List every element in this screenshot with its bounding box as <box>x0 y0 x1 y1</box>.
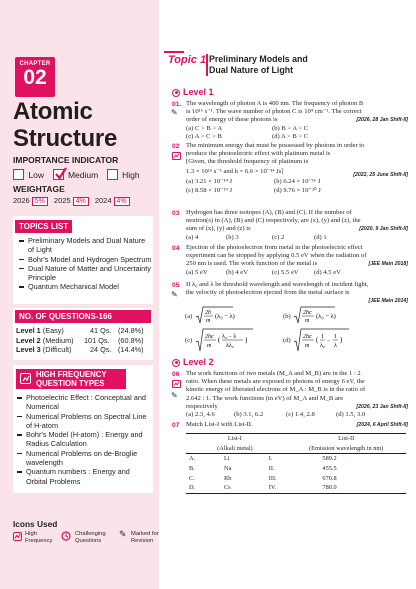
q-line: is 10¹⁶ s⁻¹. The wave number of photon C is 10⁴ cm⁻¹. The correct <box>186 108 362 116</box>
q-line: sum of (x), (y) and (z) is <box>186 225 251 233</box>
table-header-row <box>186 434 406 444</box>
cell: 455.5 <box>322 465 337 473</box>
formula-b <box>293 306 363 326</box>
table-header-row <box>186 444 406 454</box>
q-option: (b) 6.24 × 10⁻¹⁶ J <box>274 177 321 185</box>
svg-text:1: 1 <box>334 334 337 340</box>
svg-text:λλ₀: λλ₀ <box>226 343 234 349</box>
importance-low: Low <box>28 169 45 180</box>
question-05 <box>186 281 408 305</box>
hf-types-list <box>17 393 151 486</box>
formula-c <box>195 328 275 354</box>
q-option: (b) 3.1, 6.2 <box>234 411 264 419</box>
q-option: (a) C > B > A <box>186 124 223 132</box>
q-option: (c) 1.4, 2.8 <box>286 411 315 419</box>
cell: Na <box>224 465 232 473</box>
hf-heading-line1: HIGH FREQUENCY <box>36 370 107 379</box>
cell: D. <box>189 484 196 492</box>
chapter-title-line2: Structure <box>13 125 117 152</box>
level-icon <box>172 359 180 367</box>
icon-label: Marked for Revision <box>131 531 159 544</box>
topic-item: Preliminary Models and Dual Nature of Light <box>19 236 153 255</box>
checkbox-medium-checked <box>53 169 64 180</box>
q-line: produce the photoelectric effect with platinum metal is <box>186 150 331 158</box>
pin-icon: ✎ <box>171 290 178 299</box>
q-option: (a) 2.3, 4.6 <box>186 411 215 419</box>
weightage-year: 2024 <box>94 196 112 205</box>
q-option: (b) 3 <box>226 233 239 241</box>
table-row <box>186 454 406 464</box>
level-name: Level 1 <box>16 326 41 335</box>
question-01 <box>186 100 408 141</box>
level1-label: Level 1 <box>183 87 214 97</box>
weightage-row <box>13 196 134 205</box>
svg-text:2hc: 2hc <box>205 334 214 340</box>
hf-type-item: Numerical Problems on Spectral Line of H-atom <box>17 412 151 431</box>
q-line: Ejection of the photoelectron from metal in the photoelectric effect <box>186 244 363 251</box>
q-option: (d) 9.76 × 10⁻²⁰ J <box>274 187 321 195</box>
importance-heading: IMPORTANCE INDICATOR <box>13 155 119 165</box>
q-line: Hydrogen has three isotopes (A), (B) and (C). If the number of <box>186 209 352 216</box>
q-option: (c) A > C > B <box>186 132 222 140</box>
q-line: neutron(s) in (A), (B) and (C) respectively, are (x), (y) and (z), the <box>186 217 361 225</box>
level-pct: (14.4%) <box>118 345 144 354</box>
table-row <box>186 483 406 493</box>
question-number: 02 <box>172 143 180 150</box>
table-header: List-II <box>338 435 355 443</box>
checkbox-low <box>13 169 24 180</box>
q-option: (c) 2 <box>272 233 285 241</box>
q-line: kinetic energy of liberated electrons of M_A : M_B is in the ratio of <box>186 386 366 394</box>
high-frequency-icon <box>13 532 22 541</box>
svg-text:): ) <box>245 336 248 344</box>
svg-text:m: m <box>305 318 310 324</box>
q-option: (b) B > A > C <box>272 124 309 132</box>
q-option: (d) 4.5 eV <box>314 268 341 276</box>
q-ref: [JEE Main 2018] <box>368 261 408 268</box>
checkbox-high <box>107 169 118 180</box>
topic-item: Dual Nature of Matter and Uncertainty Principle <box>19 264 153 283</box>
topic-tag: Topic 1 <box>168 54 207 66</box>
q-option: (c) 5.5 eV <box>272 268 299 276</box>
weightage-year: 2026 <box>13 196 30 205</box>
table-header: (Alkali metal) <box>217 444 253 452</box>
q-line: 250 nm is used. The work function of the metal is <box>186 260 318 268</box>
q-option: (a) <box>185 313 193 320</box>
svg-text:(λ₀ − λ): (λ₀ − λ) <box>215 313 235 320</box>
svg-text:(λ₀ − λ): (λ₀ − λ) <box>316 313 336 320</box>
topic-item: Bohr's Model and Hydrogen Spectrum <box>19 255 153 264</box>
level-name: Level 3 <box>16 345 41 354</box>
topics-list <box>19 236 153 292</box>
question-07 <box>186 421 408 429</box>
icon-label: High Frequency <box>25 531 53 544</box>
q-line: respectively <box>186 402 218 410</box>
weightage-pct: 4% <box>73 197 89 206</box>
cell: 589.2 <box>322 455 337 463</box>
chapter-title-line1: Atomic <box>13 98 93 125</box>
q-ref: [JEE Main 2014] <box>368 298 408 305</box>
question-03 <box>186 209 408 242</box>
importance-high: High <box>122 169 140 180</box>
q-line: ratio. When these metals are exposed to photons of energy 6 eV, the <box>186 378 365 386</box>
topic-divider <box>206 54 208 76</box>
q-line: 1.3 × 10¹⁵ s⁻¹ and h = 6.6 × 10⁻³⁴ Js] <box>186 167 284 175</box>
question-count-row <box>16 326 153 336</box>
q-ref: [2020, 9 Jan Shift-II] <box>359 226 408 233</box>
question-number: 04 <box>172 245 180 252</box>
level-count: 24 Qs. <box>90 345 112 354</box>
icons-heading: Icons Used <box>13 519 58 529</box>
q-ref: [2024, 6 April Shift-II] <box>356 422 408 428</box>
q-line: The wavelength of photon A is 400 nm. The frequency of photon B <box>186 100 364 107</box>
q-line: 2.642 : 1. The work functions (in eV) of M_A and M_B are <box>186 394 344 402</box>
question-number: 06 <box>172 371 180 378</box>
question-02 <box>186 142 408 196</box>
formula-a <box>195 306 265 326</box>
cell: Li <box>224 455 230 463</box>
pin-icon: ✎ <box>171 391 178 400</box>
icon-label: Challenging Questions <box>75 531 106 544</box>
q-line: If λ₀ and λ be threshold wavelength and wavelength of incident light, <box>186 281 369 288</box>
formula-d <box>293 328 373 354</box>
hf-heading-line2: QUESTION TYPES <box>36 379 105 388</box>
cell: 780.0 <box>322 484 337 492</box>
svg-text:m: m <box>206 318 211 324</box>
level-count: 101 Qs. <box>84 335 110 345</box>
level-diff: (Difficult) <box>42 345 72 354</box>
svg-text:): ) <box>340 336 343 344</box>
q-line: [Given, the threshold frequency of platinum is <box>186 158 309 166</box>
q-option: (d) 1.5, 3.0 <box>336 411 366 419</box>
q-line: Match List-I with List-II. <box>186 421 253 428</box>
question-number: 07 <box>172 422 180 429</box>
level-name: Level 2 <box>16 335 41 345</box>
hf-type-item: Bohr's Model (H-atom) : Energy and Radius Calculation <box>17 430 151 449</box>
q-line: The minimum energy that must be possessed by photons in order to <box>186 142 365 149</box>
topic-title-line2: Dual Nature of Light <box>209 65 294 75</box>
match-table <box>186 433 406 494</box>
q-option: (a) 3.21 × 10⁻¹⁴ J <box>186 177 233 185</box>
table-header: List-I <box>227 435 242 443</box>
svg-text:m: m <box>207 343 212 349</box>
chapter-title <box>13 98 117 152</box>
svg-text:2hc: 2hc <box>303 334 312 340</box>
question-number: 05 <box>172 282 180 289</box>
question-count-heading: NO. OF QUESTIONS-166 <box>15 310 151 323</box>
question-06 <box>186 370 408 419</box>
q-line: the velocity of photoelectron ejected from the metal surface is <box>186 289 350 297</box>
q-option: (c) 8.58 × 10⁻¹⁹ J <box>186 187 233 195</box>
svg-text:(: ( <box>218 336 221 344</box>
q-option: (a) 4 <box>186 233 199 241</box>
q-ref: [2022, 25 June Shift-II] <box>353 171 408 178</box>
topic-title <box>209 54 308 76</box>
chapter-badge <box>15 57 55 97</box>
question-count-table <box>13 326 153 355</box>
svg-text:λ₀ − λ: λ₀ − λ <box>222 334 237 340</box>
svg-text:−: − <box>327 338 331 344</box>
chapter-number: 02 <box>23 66 47 89</box>
chapter-label: CHAPTER <box>19 61 51 67</box>
cell: A. <box>189 455 196 463</box>
table-row <box>186 473 406 483</box>
question-count-row <box>16 345 153 355</box>
level2-label: Level 2 <box>183 357 214 367</box>
svg-text:1: 1 <box>321 334 324 340</box>
topics-card <box>13 216 153 304</box>
question-number: 03 <box>172 210 180 217</box>
q-option: (d) 1 <box>314 233 327 241</box>
weightage-year: 2025 <box>53 196 71 205</box>
high-frequency-icon <box>172 152 181 160</box>
weightage-pct: 4% <box>114 197 130 206</box>
cell: IV. <box>268 484 277 492</box>
chapter-sidebar <box>0 0 159 589</box>
question-count-row <box>16 336 153 346</box>
question-04 <box>186 244 408 277</box>
cell: Cs <box>224 484 231 492</box>
level-pct: (60.8%) <box>118 335 144 345</box>
pin-icon: ✎ <box>119 529 127 539</box>
q-option: (d) <box>283 337 291 344</box>
table-row <box>186 464 406 474</box>
cell: I. <box>268 455 273 463</box>
q05-options <box>185 306 410 356</box>
hf-type-item: Numerical Problems on de-Broglie wavelength <box>17 449 151 468</box>
q-option: (d) A > B > C <box>272 132 309 140</box>
importance-indicator <box>13 166 144 184</box>
topics-heading: TOPICS LIST <box>15 220 72 233</box>
topic-item: Quantum Mechanical Model <box>19 282 153 291</box>
svg-text:λ₀: λ₀ <box>320 343 326 349</box>
level2-heading <box>172 357 214 367</box>
q-option: (b) <box>283 313 291 320</box>
q-ref: [2026, 28 Jan Shift-II] <box>356 117 408 124</box>
level-icon <box>172 89 180 97</box>
q-option: (c) <box>185 337 193 344</box>
cell: Rb <box>224 474 232 482</box>
hf-type-item: Quantum numbers : Energy and Orbital Problems <box>17 467 151 486</box>
hf-heading <box>36 370 107 388</box>
svg-text:λ: λ <box>334 343 337 349</box>
svg-text:(: ( <box>316 336 319 344</box>
level-diff: (Easy) <box>42 326 64 335</box>
q-option: (a) 5 eV <box>186 268 208 276</box>
cell: B. <box>189 465 195 473</box>
q-line: order of energy of these photons is <box>186 116 278 124</box>
high-frequency-icon <box>20 373 31 384</box>
cell: C. <box>189 474 195 482</box>
high-frequency-icon <box>172 380 181 388</box>
high-frequency-card <box>13 365 153 493</box>
question-number: 01. <box>172 101 182 108</box>
importance-medium: Medium <box>67 169 99 180</box>
cell: III. <box>268 474 277 482</box>
level1-heading <box>172 87 214 97</box>
level-diff: (Medium) <box>42 335 74 345</box>
challenging-icon <box>61 531 73 541</box>
cell: II. <box>268 465 275 473</box>
svg-text:2hc: 2hc <box>303 310 312 316</box>
q-option: (b) 4 eV <box>226 268 248 276</box>
pin-icon: ✎ <box>171 108 178 117</box>
cell: 670.8 <box>322 474 337 482</box>
svg-text:2h: 2h <box>205 310 211 316</box>
table-header: (Emission wavelength in nm) <box>309 444 384 452</box>
question-count-card <box>13 308 153 360</box>
q-line: The work functions of two metals (M_A and M_B) are in the 1 : 2 <box>186 370 361 377</box>
topic-rule <box>164 51 184 53</box>
q-line: experiment can be stopped by applying 0.5 eV when the radiation of <box>186 252 367 260</box>
weightage-pct: 5% <box>32 197 48 206</box>
level-pct: (24.8%) <box>118 326 144 335</box>
weightage-heading: WEIGHTAGE <box>13 184 65 194</box>
q-ref: [2026, 23 Jan Shift-II] <box>356 403 408 410</box>
hf-type-item: Photoelectric Effect : Conceptual and Numerical <box>17 393 151 412</box>
topic-title-line1: Preliminary Models and <box>209 54 308 64</box>
svg-text:m: m <box>305 343 310 349</box>
level-count: 41 Qs. <box>90 326 112 335</box>
